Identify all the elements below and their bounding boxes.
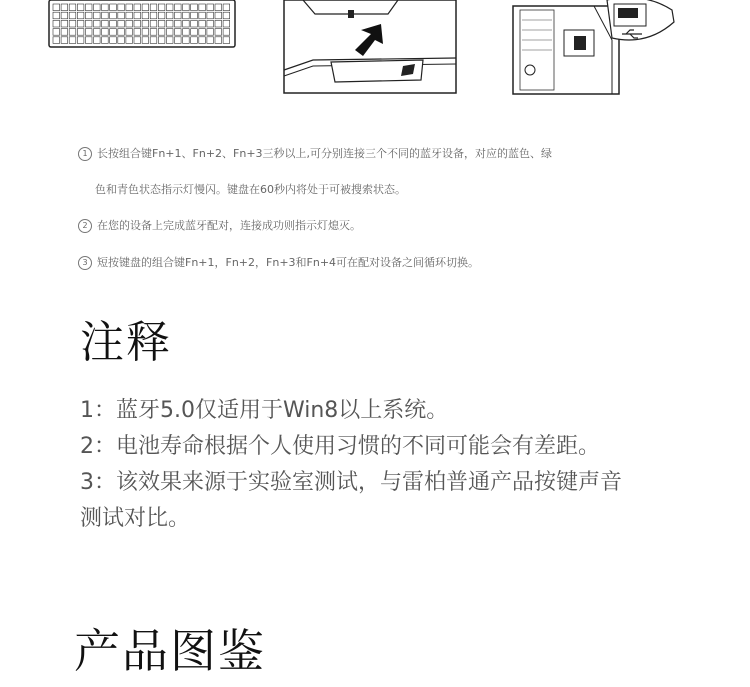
key-icon <box>61 12 68 19</box>
step-number-badge: 3 <box>78 256 92 270</box>
gallery-heading: 产品图鉴 <box>74 624 266 678</box>
key-icon <box>166 37 173 44</box>
key-icon <box>53 20 60 27</box>
key-icon <box>85 29 92 36</box>
key-icon <box>61 4 68 11</box>
key-icon <box>126 20 133 27</box>
key-icon <box>102 12 109 19</box>
key-icon <box>150 12 157 19</box>
key-icon <box>183 4 190 11</box>
key-icon <box>199 29 206 36</box>
key-icon <box>191 20 198 27</box>
key-icon <box>77 12 84 19</box>
key-icon <box>102 37 109 44</box>
key-icon <box>134 29 141 36</box>
key-icon <box>207 4 214 11</box>
key-icon <box>183 12 190 19</box>
key-icon <box>215 12 222 19</box>
key-icon <box>183 20 190 27</box>
key-icon <box>69 37 76 44</box>
key-icon <box>191 37 198 44</box>
step-2 <box>78 217 361 233</box>
key-icon <box>207 37 214 44</box>
step-2-text: 在您的设备上完成蓝牙配对，连接成功则指示灯熄灭。 <box>97 219 361 232</box>
keyboard-illustration <box>47 0 237 50</box>
notes-heading: 注释 <box>80 317 172 368</box>
key-icon <box>166 4 173 11</box>
key-icon <box>126 29 133 36</box>
key-icon <box>223 20 230 27</box>
key-icon <box>69 4 76 11</box>
key-icon <box>110 29 117 36</box>
key-icon <box>118 12 125 19</box>
key-icon <box>53 12 60 19</box>
note-item-2: 2：电池寿命根据个人使用习惯的不同可能会有差距。 <box>80 434 600 459</box>
key-icon <box>199 4 206 11</box>
key-icon <box>158 4 165 11</box>
key-icon <box>102 29 109 36</box>
key-icon <box>85 12 92 19</box>
step-1-text-line-2: 色和青色状态指示灯慢闪。键盘在60秒内将处于可被搜索状态。 <box>95 183 406 196</box>
key-icon <box>158 29 165 36</box>
key-icon <box>158 12 165 19</box>
key-icon <box>158 37 165 44</box>
key-icon <box>150 20 157 27</box>
key-icon <box>166 20 173 27</box>
step-1-continuation <box>95 181 406 197</box>
key-icon <box>175 12 182 19</box>
note-item-1: 1：蓝牙5.0仅适用于Win8以上系统。 <box>80 398 449 423</box>
key-icon <box>191 29 198 36</box>
key-icon <box>215 4 222 11</box>
key-icon <box>223 12 230 19</box>
key-icon <box>126 4 133 11</box>
note-item-3: 3：该效果来源于实验室测试，与雷柏普通产品按键声音测试对比。 <box>80 470 622 531</box>
key-icon <box>53 4 60 11</box>
key-icon <box>94 20 101 27</box>
key-icon <box>110 4 117 11</box>
key-icon <box>223 29 230 36</box>
key-icon <box>166 29 173 36</box>
step-3-text: 短按键盘的组合键Fn+1，Fn+2，Fn+3和Fn+4可在配对设备之间循环切换。 <box>97 256 480 269</box>
key-icon <box>118 20 125 27</box>
key-icon <box>142 37 149 44</box>
key-icon <box>134 4 141 11</box>
key-icon <box>142 20 149 27</box>
key-icon <box>110 20 117 27</box>
key-icon <box>199 20 206 27</box>
key-icon <box>175 20 182 27</box>
key-icon <box>102 20 109 27</box>
key-icon <box>94 12 101 19</box>
key-icon <box>85 4 92 11</box>
key-icon <box>158 20 165 27</box>
key-icon <box>118 4 125 11</box>
key-icon <box>77 29 84 36</box>
key-icon <box>215 37 222 44</box>
key-icon <box>142 12 149 19</box>
key-icon <box>142 29 149 36</box>
key-icon <box>150 4 157 11</box>
key-icon <box>118 29 125 36</box>
step-3 <box>78 254 479 270</box>
key-icon <box>150 37 157 44</box>
key-icon <box>77 37 84 44</box>
key-icon <box>191 12 198 19</box>
key-icon <box>94 4 101 11</box>
key-icon <box>166 12 173 19</box>
key-icon <box>199 12 206 19</box>
key-icon <box>94 37 101 44</box>
key-icon <box>69 12 76 19</box>
key-icon <box>183 29 190 36</box>
key-icon <box>110 12 117 19</box>
key-icon <box>110 37 117 44</box>
key-icon <box>215 29 222 36</box>
device-battery-illustration <box>283 0 457 94</box>
key-icon <box>69 29 76 36</box>
key-icon <box>61 37 68 44</box>
key-icon <box>61 29 68 36</box>
key-icon <box>191 4 198 11</box>
step-1 <box>78 145 552 161</box>
key-icon <box>207 20 214 27</box>
key-icon <box>126 37 133 44</box>
key-icon <box>85 20 92 27</box>
key-icon <box>183 37 190 44</box>
key-icon <box>142 4 149 11</box>
step-number-badge: 2 <box>78 219 92 233</box>
key-icon <box>175 37 182 44</box>
step-number-badge: 1 <box>78 147 92 161</box>
key-icon <box>53 37 60 44</box>
key-icon <box>77 4 84 11</box>
notes-list <box>80 393 640 537</box>
key-icon <box>175 29 182 36</box>
step-1-text-line-1: 长按组合键Fn+1、Fn+2、Fn+3三秒以上,可分别连接三个不同的蓝牙设备，对应的蓝色、绿 <box>97 147 553 160</box>
key-icon <box>150 29 157 36</box>
key-icon <box>61 20 68 27</box>
key-icon <box>77 20 84 27</box>
key-icon <box>134 20 141 27</box>
key-icon <box>199 37 206 44</box>
key-icon <box>215 20 222 27</box>
key-icon <box>207 29 214 36</box>
key-icon <box>118 37 125 44</box>
key-icon <box>94 29 101 36</box>
key-icon <box>126 12 133 19</box>
key-icon <box>85 37 92 44</box>
key-icon <box>134 12 141 19</box>
key-icon <box>102 4 109 11</box>
key-icon <box>223 37 230 44</box>
key-icon <box>207 12 214 19</box>
key-icon <box>134 37 141 44</box>
key-icon <box>69 20 76 27</box>
pc-usb-receiver-illustration <box>512 0 678 96</box>
key-icon <box>223 4 230 11</box>
key-icon <box>53 29 60 36</box>
key-icon <box>175 4 182 11</box>
